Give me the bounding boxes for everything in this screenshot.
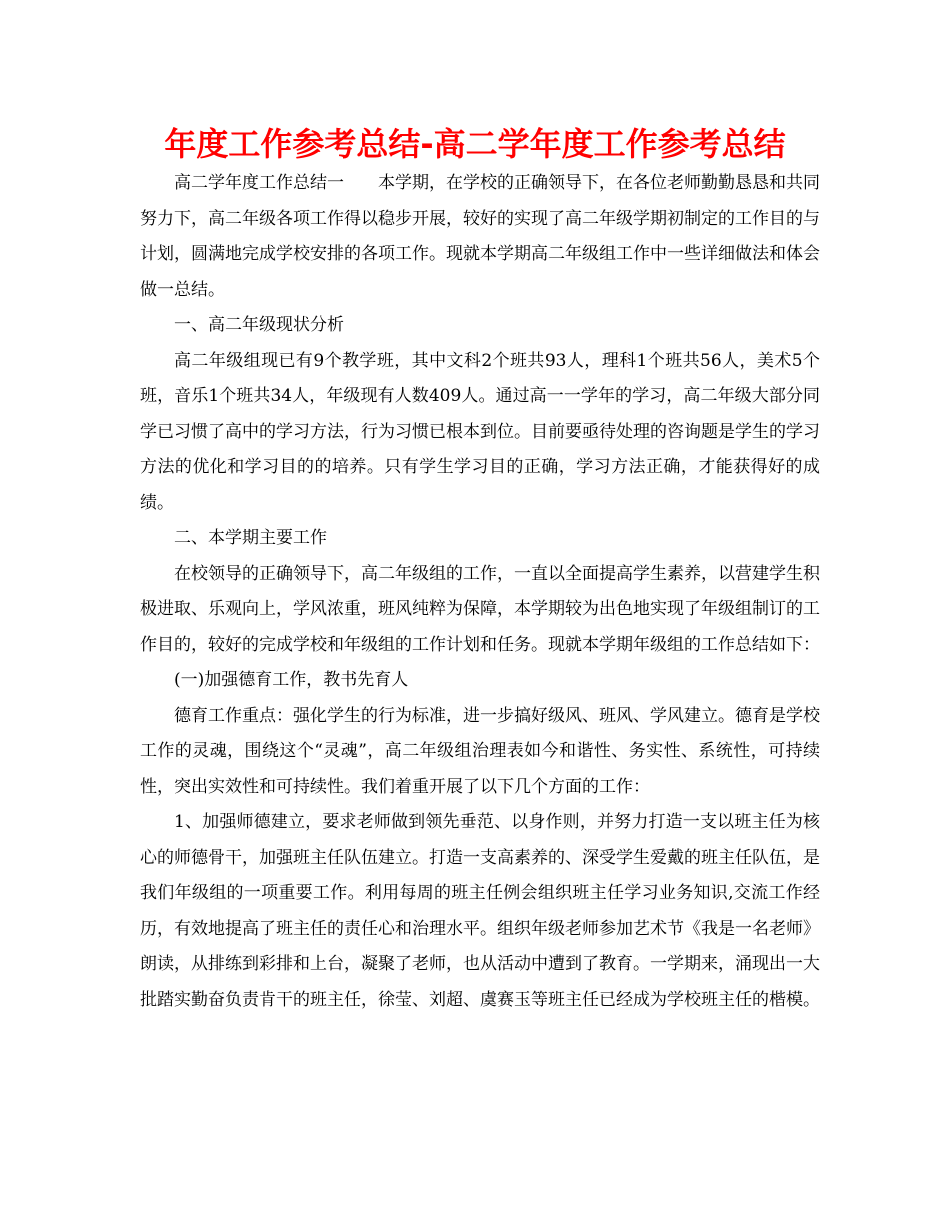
paragraph-main-work: 在校领导的正确领导下，高二年级组的工作，一直以全面提高学生素养，以营建学生积极进取、乐观向上，学风浓重，班风纯粹为保障，本学期较为出色地实现了年级组制订的工作目的，较好的完成学校和年级组的工作计划和任务。现就本学期年级组的工作总结如下： [140, 563, 820, 655]
heading-status-analysis: 一、高二年级现状分析 [174, 315, 344, 335]
paragraph-teacher-ethics: 1、加强师德建立，要求老师做到领先垂范、以身作则，并努力打造一支以班主任为核心的师德骨干，加强班主任队伍建立。打造一支高素养的、深受学生爱戴的班主任队伍，是我们年级组的一项重要工作。利用每周的班主任例会组织班主任学习业务知识,交流工作经历，有效地提高了班主任的责任心和治理水平。组织年级老师参加艺术节《我是一名老师》朗读，从排练到彩排和上台，凝聚了老师，也从活动中遭到了教育。一学期来，涌现出一大批踏实勤奋负责肯干的班主任，徐莹、刘超、虞赛玉等班主任已经成为学校班主任的楷模。 [140, 812, 820, 1010]
document-title: 年度工作参考总结-高二学年度工作参考总结 [164, 125, 786, 163]
paragraph-intro: 高二学年度工作总结一 本学期，在学校的正确领导下，在各位老师勤勤恳恳和共同努力下，高二年级各项工作得以稳步开展，较好的实现了高二年级学期初制定的工作目的与计划，圆满地完成学校安排的各项工作。现就本学期高二年级组工作中一些详细做法和体会做一总结。 [140, 173, 820, 300]
heading-moral-education: (一)加强德育工作，教书先育人 [174, 670, 409, 690]
paragraph-moral-education: 德育工作重点：强化学生的行为标准，进一步搞好级风、班风、学风建立。德育是学校工作的灵魂，围绕这个“灵魂”，高二年级组治理表如今和谐性、务实性、系统性，可持续性，突出实效性和可持续性。我们着重开展了以下几个方面的工作： [140, 705, 820, 797]
heading-main-work: 二、本学期主要工作 [174, 528, 327, 548]
document-body [140, 166, 820, 1018]
paragraph-status-analysis: 高二年级组现已有9个教学班，其中文科2个班共93人，理科1个班共56人，美术5个班，音乐1个班共34人，年级现有人数409人。通过高一一学年的学习，高二年级大部分同学已习惯了高中的学习方法，行为习惯已根本到位。目前要亟待处理的咨询题是学生的学习方法的优化和学习目的的培养。只有学生学习目的正确，学习方法正确，才能获得好的成绩。 [140, 350, 820, 513]
